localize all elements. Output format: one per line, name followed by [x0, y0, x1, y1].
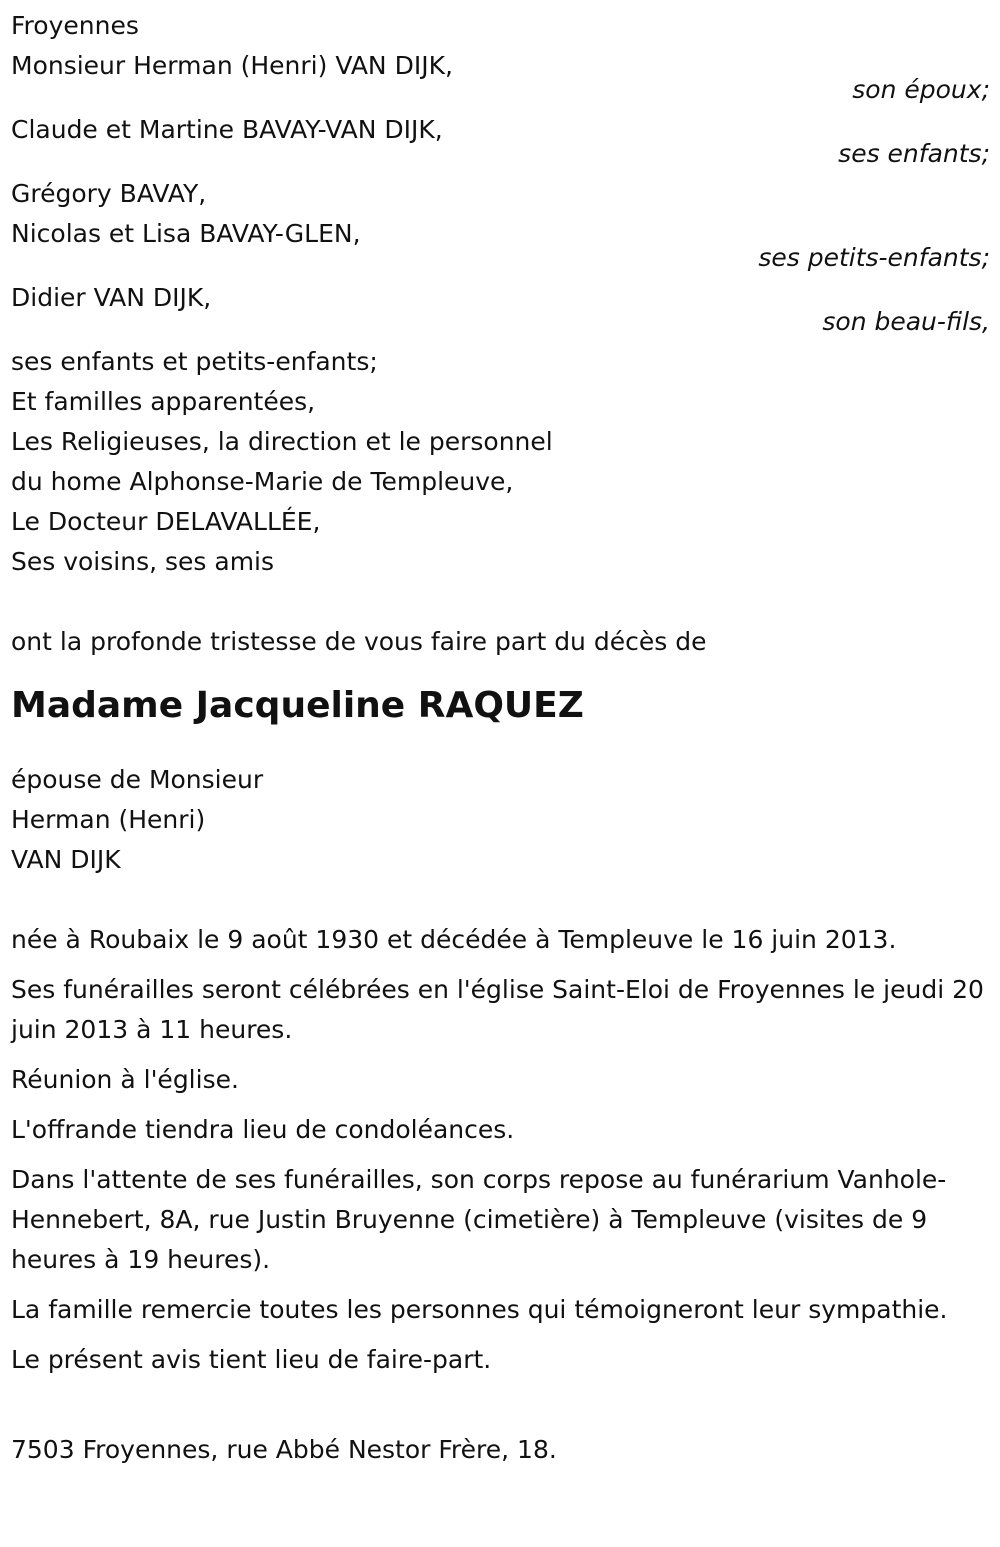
- others-line: Le Docteur DELAVALLÉE,: [11, 507, 321, 536]
- funeral-home-info: Dans l'attente de ses funérailles, son corps repose au funérarium Vanhole-Hennebert, 8A, rue Justin Bruyenne (cimetière) à Templeuve (visites de 9 heures à 19 heures).: [11, 1165, 947, 1274]
- others-line: ses enfants et petits-enfants;: [11, 347, 378, 376]
- deceased-name: Madame Jacqueline RAQUEZ: [11, 685, 584, 726]
- obituary-notice: [11, 6, 990, 1470]
- meeting-info: Réunion à l'église.: [11, 1065, 239, 1094]
- announcement: ont la profonde tristesse de vous faire part du décès de: [11, 627, 707, 656]
- relation-label: ses enfants;: [838, 139, 990, 168]
- offering-info: L'offrande tiendra lieu de condoléances.: [11, 1115, 515, 1144]
- spouse-line: épouse de Monsieur: [11, 765, 264, 794]
- thanks-info: La famille remercie toutes les personnes qui témoigneront leur sympathie.: [11, 1295, 948, 1324]
- family-member: Claude et Martine BAVAY-VAN DIJK,: [11, 115, 443, 144]
- funeral-info: Ses funérailles seront célébrées en l'église Saint-Eloi de Froyennes le jeudi 20 juin 2013 à 11 heures.: [11, 975, 984, 1044]
- birth-death-line: née à Roubaix le 9 août 1930 et décédée à Templeuve le 16 juin 2013.: [11, 925, 897, 954]
- relation-label: ses petits-enfants;: [758, 243, 990, 272]
- spouse-info: [11, 760, 990, 880]
- family-group-spouse: [11, 46, 990, 110]
- family-group-stepson: [11, 278, 990, 342]
- family-group-grandchildren: [11, 174, 990, 278]
- spouse-line: Herman (Henri): [11, 805, 206, 834]
- spouse-line: VAN DIJK: [11, 845, 121, 874]
- family-member: Didier VAN DIJK,: [11, 283, 212, 312]
- family-member: Monsieur Herman (Henri) VAN DIJK,: [11, 51, 453, 80]
- relation-label: son époux;: [852, 75, 990, 104]
- others-line: Ses voisins, ses amis: [11, 547, 275, 576]
- others-line: Les Religieuses, la direction et le personnel: [11, 427, 553, 456]
- place: Froyennes: [11, 11, 139, 40]
- address: 7503 Froyennes, rue Abbé Nestor Frère, 18.: [11, 1435, 557, 1464]
- family-member: Grégory BAVAY,: [11, 179, 207, 208]
- relation-label: son beau-fils,: [822, 307, 990, 336]
- details: [11, 920, 990, 1380]
- notice-info: Le présent avis tient lieu de faire-part.: [11, 1345, 492, 1374]
- family-member: Nicolas et Lisa BAVAY-GLEN,: [11, 219, 361, 248]
- family-group-children: [11, 110, 990, 174]
- others-list: [11, 342, 990, 582]
- others-line: Et familles apparentées,: [11, 387, 316, 416]
- others-line: du home Alphonse-Marie de Templeuve,: [11, 467, 514, 496]
